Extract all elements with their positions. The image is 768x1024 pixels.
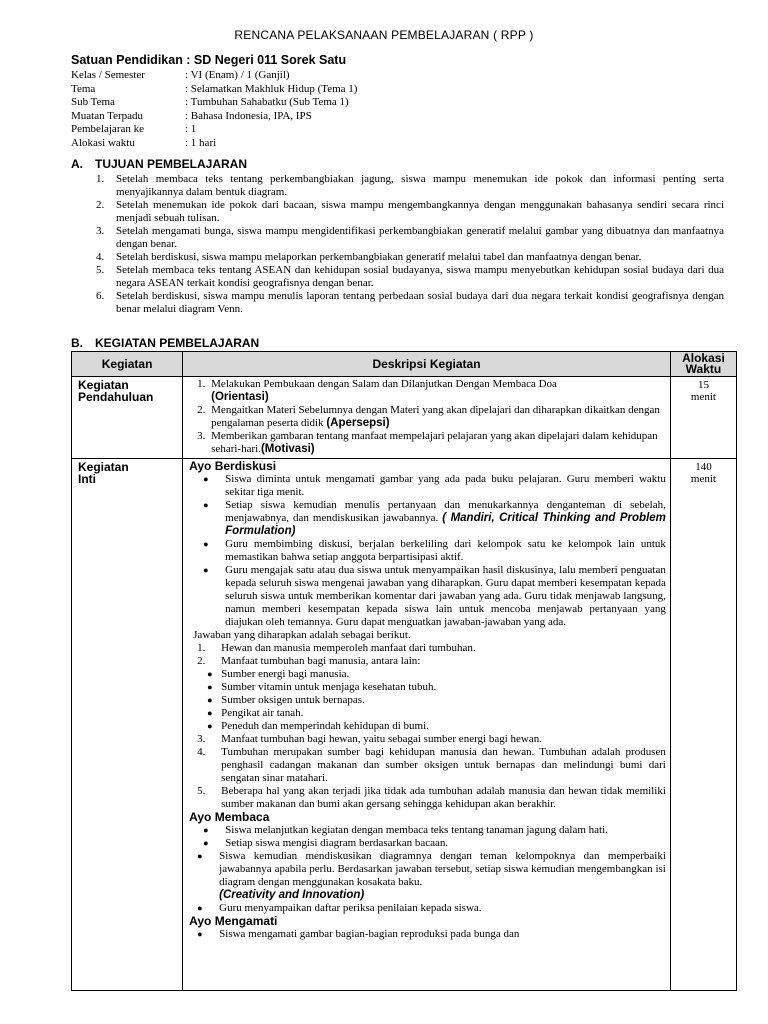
objective-number: 3. [96,225,105,237]
label-line: Kegiatan [78,378,129,392]
item-text: Setiap siswa mengisi diagram berdasarkan bacaan. [225,837,449,849]
table-row-inti [72,459,737,991]
label-line: Kegiatan [78,460,129,474]
bullet-dot-icon: ● [207,669,213,679]
objective-text: Setelah membaca teks tentang perkembangbiakan jagung, siswa mampu menemukan ide pokok dan informasi penting serta menyajikannya dalam bentuk diagram. [116,173,724,198]
label-pendahuluan [72,377,183,459]
meta-row [71,69,357,83]
objective-number: 6. [96,290,105,302]
meta-row [71,123,357,137]
bullet-dot-icon: ● [197,851,203,861]
label-line: Pendahuluan [78,390,154,404]
item-text: Manfaat tumbuhan bagi hewan, yaitu sebagai sumber energi bagi hewan. [221,733,542,745]
item-number: 4. [197,746,206,758]
list-item [189,538,666,564]
list-item [189,473,666,499]
time-unit: menit [690,391,716,403]
item-number: 1. [197,378,206,390]
list-item [189,850,666,902]
list-item [189,378,666,404]
objective-item [96,199,724,225]
item-number: 1. [197,642,206,654]
item-text: Tumbuhan merupakan sumber bagi kehidupan manusia dan hewan. Tumbuhan adalah produsen penghasil cadangan makanan dan sumber oksigen untuk bernapas dan melindungi bumi dari sengatan sinar matahari. [221,746,666,784]
item-body: Siswa kemudian mendiskusikan diagramnya dengan teman kelompoknya dan memperbaiki jawabannya apabila perlu. Berdasarkan jawaban tersebut, setiap siswa kemudian mengembangkan isi diagram dengan menggunakan kosakata baku. [219,850,666,888]
objective-number: 5. [96,264,105,276]
subheading-ayo-membaca: Ayo Membaca [189,810,270,824]
item-tag: (Motivasi) [260,443,315,455]
list-item [189,430,666,456]
item-text: Sumber vitamin untuk menjaga kesehatan tubuh. [221,681,437,693]
bullet-dot-icon: ● [203,825,209,835]
item-body: Memberikan gambaran tentang manfaat mempelajari pelajaran yang akan dipelajari dalam kehidupan sehari-hari. [211,430,658,455]
meta-value: : VI (Enam) / 1 (Ganjil) [185,69,290,81]
item-number: 2. [197,655,206,667]
meta-value: : Bahasa Indonesia, IPA, IPS [185,109,312,122]
meta-row [71,83,357,97]
item-tag: (Orientasi) [211,391,269,403]
list-item [189,564,666,629]
section-title: TUJUAN PEMBELAJARAN [95,157,248,171]
item-text [211,404,666,430]
list-item [189,694,666,707]
objective-text: Setelah mengamati bunga, siswa mampu mengidentifikasi perkembangbiakan generatif melalui gambar yang dibuatnya dan manfaatnya dengan benar. [116,225,724,250]
document-title: RENCANA PELAKSANAAN PEMBELAJARAN ( RPP ) [234,28,534,42]
time-value: 15 [697,379,709,391]
item-text [211,378,666,404]
item-tag: ( Mandiri, Critical Thinking and Problem Formulation) [225,512,666,537]
item-number: 3. [197,430,206,442]
list-item [189,824,666,837]
meta-row [71,96,357,110]
item-text: Beberapa hal yang akan terjadi jika tidak ada tumbuhan adalah manusia dan hewan tidak memiliki sumber makanan dan bumi akan gersang sehingga kehidupan akan berakhir. [221,785,666,810]
item-body: Melakukan Pembukaan dengan Salam dan Dilanjutkan Dengan Membaca Doa [211,378,557,390]
list-item [189,681,666,694]
list-item [189,928,666,941]
subheading-ayo-mengamati: Ayo Mengamati [189,914,278,928]
meta-value: : Tumbuhan Sahabatku (Sub Tema 1) [185,96,349,108]
table-header-row [72,352,737,377]
objective-number: 4. [96,251,105,263]
section-number: B. [71,336,83,350]
bullet-dot-icon: ● [207,695,213,705]
bullet-dot-icon: ● [197,929,203,939]
item-text: Manfaat tumbuhan bagi manusia, antara lain: [221,655,421,667]
item-text: Sumber energi bagi manusia. [221,668,350,680]
section-a-heading [71,157,247,171]
section-number: A. [71,157,83,171]
header-alokasi-line: Alokasi [682,350,725,365]
subheading-ayo-berdiskusi: Ayo Berdiskusi [189,459,277,473]
objective-item [96,225,724,251]
activities-table [71,351,737,991]
meta-key: Tema [71,82,96,95]
list-item [189,785,666,811]
item-text [225,499,666,538]
objective-text: Setelah berdiskusi, siswa mampu menulis laporan tentang perbedaan sosial budaya dari dua negara terkait kondisi geografisnya dengan benar melalui diagram Venn. [116,290,724,315]
item-text: Peneduh dan memperindah kehidupan di bumi. [221,720,429,732]
school-name: Satuan Pendidikan : SD Negeri 011 Sorek Satu [71,53,347,67]
item-body: Setiap siswa kemudian menulis pertanyaan dan menukarkannya denganteman di sebelah, menjawabnya, dan mendiskusikan jawabannya. [225,499,666,524]
section-b-heading [71,336,259,350]
bullet-dot-icon: ● [203,838,209,848]
item-text: Siswa mengamati gambar bagian-bagian reproduksi pada bunga dan [219,928,520,940]
time-unit: menit [690,473,716,485]
objective-item [96,251,724,264]
objective-number: 2. [96,199,105,211]
bullet-dot-icon: ● [203,565,209,575]
bullet-dot-icon: ● [203,474,209,484]
meta-key: Muatan Terpadu [71,109,144,122]
objective-text: Setelah membaca teks tentang ASEAN dan kehidupan sosial budayanya, siswa mampu menyebutkan kehidupan sosial budaya dari dua negara ASEAN terkait kondisi geografisnya dengan benar. [116,264,724,289]
item-text [211,430,666,456]
item-text: Guru mengajak satu atau dua siswa untuk menyampaikan hasil diskusinya, lalu memberi penguatan kepada seluruh siswa mengenai jawaban yang diharapkan. Guru dapat memberi kesempatan kepada seluruh siswa untuk memberikan komentar dari jawaban yang ada. Guru tidak menjawab langsung, namun memberi kesempatan kepada siswa lain untuk mencoba menjawab pertanyaan yang diajukan oleh temannya. Guru dapat menguatkan jawaban-jawaban yang ada. [225,564,666,628]
bullet-dot-icon: ● [207,682,213,692]
meta-value: : 1 hari [185,136,217,149]
meta-key: Sub Tema [71,96,115,108]
meta-row [71,137,357,151]
objective-number: 1. [96,173,105,185]
item-text: Guru menyampaikan daftar periksa penilaian kepada siswa. [219,902,482,914]
list-item [189,668,666,681]
section-title: KEGIATAN PEMBELAJARAN [95,336,260,350]
list-item [189,720,666,733]
item-text: Hewan dan manusia memperoleh manfaat dari tumbuhan. [221,642,476,654]
meta-info [71,69,357,150]
objective-item [96,290,724,316]
objective-item [96,264,724,290]
item-body: Mengaitkan Materi Sebelumnya dengan Materi yang akan dipelajari dan diharapkan dikaitkan dengan pengalaman peserta didik [211,404,660,429]
objective-item [96,173,724,199]
meta-key: Kelas / Semester [71,69,145,81]
meta-key: Pembelajaran ke [71,123,144,135]
meta-key: Alokasi waktu [71,136,135,149]
item-number: 3. [197,733,206,745]
bullet-dot-icon: ● [203,539,209,549]
item-number: 5. [197,785,206,797]
item-number: 2. [197,404,206,416]
list-item [189,642,666,655]
bullet-dot-icon: ● [197,903,203,913]
meta-value: : Selamatkan Makhluk Hidup (Tema 1) [185,82,358,95]
list-item [189,655,666,668]
answer-intro: Jawaban yang diharapkan adalah sebagai berikut. [193,629,411,641]
time-inti [670,459,736,991]
meta-row [71,110,357,124]
desc-pendahuluan [183,377,671,459]
label-inti [72,459,183,991]
objective-text: Setelah menemukan ide pokok dari bacaan, siswa mampu mengembangkannya dengan menggunakan bahasanya sendiri secara rinci menjadi sebuah tulisan. [116,199,724,224]
bullet-dot-icon: ● [207,721,213,731]
header-alokasi [670,352,736,377]
time-pendahuluan [670,377,736,459]
item-text [219,850,666,902]
list-item [189,499,666,538]
header-deskripsi: Deskripsi Kegiatan [183,352,671,377]
list-item [189,733,666,746]
objective-text: Setelah berdiskusi, siswa mampu melaporkan perkembangbiakan generatif melalui tabel dan manfaatnya dengan benar. [116,251,642,263]
table-row-pendahuluan [72,377,737,459]
list-item [189,837,666,850]
item-text: Siswa melanjutkan kegiatan dengan membaca teks tentang tanaman jagung dalam hati. [225,824,608,836]
label-line: Inti [78,472,96,486]
objectives-list [96,173,724,316]
bullet-dot-icon: ● [207,708,213,718]
list-item [189,404,666,430]
time-value: 140 [695,461,712,473]
list-item [189,707,666,720]
item-text: Sumber oksigen untuk bernapas. [221,694,365,706]
item-text: Guru membimbing diskusi, berjalan berkeliling dari kelompok satu ke kelompok lain untuk memastikan bahwa setiap anggota berpartisipasi aktif. [225,538,666,563]
header-waktu-line: Waktu [685,362,722,376]
meta-value: : 1 [185,123,197,135]
item-text: Siswa diminta untuk mengamati gambar yang ada pada buku pelajaran. Guru memberi waktu sekitar tiga menit. [225,473,666,498]
item-tag: (Apersepsi) [326,417,390,429]
bullet-dot-icon: ● [203,500,209,510]
item-text: Pengikat air tanah. [221,707,304,719]
item-tag: (Creativity and Innovation) [219,889,365,901]
header-kegiatan: Kegiatan [72,352,183,377]
list-item [189,746,666,785]
desc-inti [183,459,671,991]
